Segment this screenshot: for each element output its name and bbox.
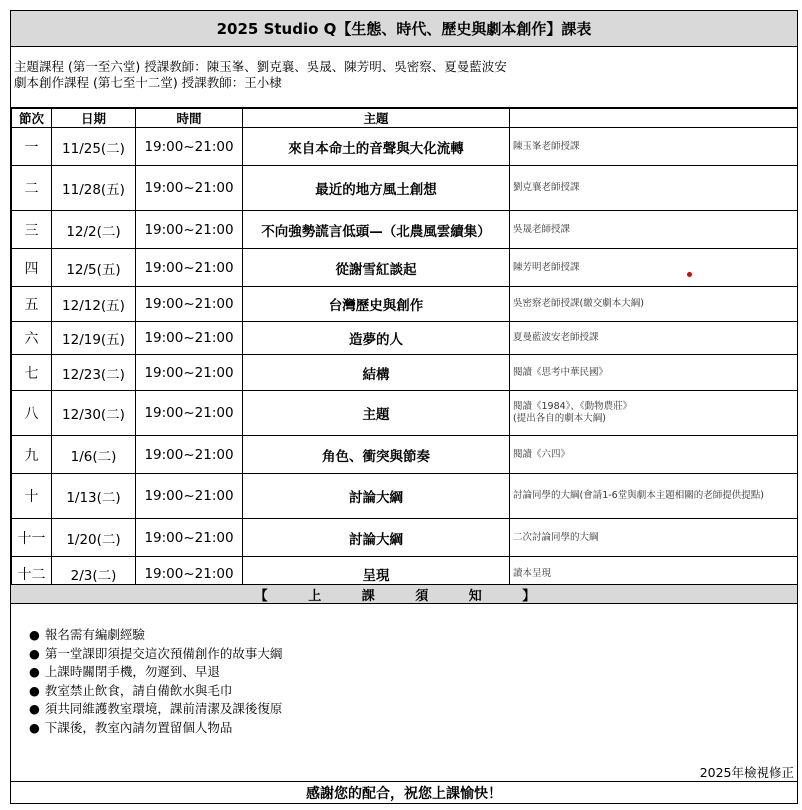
teacher-cell: 陳玉峯老師授課 <box>510 128 798 166</box>
notice-item <box>29 663 282 682</box>
date-cell: 12/30(二) <box>52 391 136 436</box>
header-teacher <box>510 109 798 128</box>
session-no-cell: 十二 <box>12 557 52 591</box>
notice-item <box>29 719 282 738</box>
table-row <box>12 391 798 436</box>
topic-cell: 討論大綱 <box>243 474 510 519</box>
notice-item-text: 第一堂課即須提交這次預備創作的故事大綱 <box>44 645 283 661</box>
date-cell: 12/12(五) <box>52 287 136 322</box>
header-session-no: 節次 <box>12 109 52 128</box>
bullet-icon: ● <box>29 645 40 661</box>
time-cell: 19:00~21:00 <box>136 287 243 322</box>
table-row <box>12 287 798 322</box>
table-row <box>12 355 798 391</box>
session-no-cell: 十一 <box>12 519 52 557</box>
date-cell: 1/13(二) <box>52 474 136 519</box>
header-time: 時間 <box>136 109 243 128</box>
time-cell: 19:00~21:00 <box>136 211 243 249</box>
table-row <box>12 436 798 474</box>
notice-item <box>29 700 282 719</box>
date-cell: 1/6(二) <box>52 436 136 474</box>
date-cell: 12/5(五) <box>52 249 136 287</box>
teacher-cell: 閱讀《1984》、《動物農莊》 (提出各自的劇本大綱) <box>510 391 798 436</box>
topic-cell: 主題 <box>243 391 510 436</box>
bullet-icon: ● <box>29 682 40 698</box>
schedule-table <box>11 108 798 591</box>
schedule-sheet <box>10 10 798 804</box>
session-no-cell: 二 <box>12 166 52 211</box>
bullet-icon: ● <box>29 701 40 716</box>
table-row <box>12 474 798 519</box>
notice-item-text: 下課後，教室內請勿置留個人物品 <box>44 719 233 735</box>
page-title: 2025 Studio Q【生態、時代、歷史與劇本創作】課表 <box>11 11 797 47</box>
course-intro <box>11 46 797 108</box>
topic-cell: 來自本命土的音聲與大化流轉 <box>243 128 510 166</box>
date-cell: 1/20(二) <box>52 519 136 557</box>
topic-cell: 討論大綱 <box>243 519 510 557</box>
table-row <box>12 322 798 355</box>
session-no-cell: 六 <box>12 322 52 355</box>
date-cell: 12/2(二) <box>52 211 136 249</box>
time-cell: 19:00~21:00 <box>136 436 243 474</box>
session-no-cell: 一 <box>12 128 52 166</box>
time-cell: 19:00~21:00 <box>136 557 243 591</box>
time-cell: 19:00~21:00 <box>136 322 243 355</box>
header-topic: 主題 <box>243 109 510 128</box>
table-row <box>12 249 798 287</box>
topic-cell: 最近的地方風土創想 <box>243 166 510 211</box>
table-row <box>12 211 798 249</box>
topic-cell: 呈現 <box>243 557 510 591</box>
bullet-icon: ● <box>29 719 40 735</box>
intro-line-script-courses: 劇本創作課程 (第七至十二堂) 授課教師：王小棣 <box>14 75 282 90</box>
time-cell: 19:00~21:00 <box>136 391 243 436</box>
date-cell: 12/19(五) <box>52 322 136 355</box>
time-cell: 19:00~21:00 <box>136 128 243 166</box>
revision-note: 2025年檢視修正 <box>699 765 794 780</box>
date-cell: 12/23(二) <box>52 355 136 391</box>
session-no-cell: 八 <box>12 391 52 436</box>
red-dot-mark <box>687 272 692 277</box>
session-no-cell: 九 <box>12 436 52 474</box>
teacher-cell: 夏曼藍波安老師授課 <box>510 322 798 355</box>
teacher-cell: 吳密察老師授課(繳交劇本大綱) <box>510 287 798 322</box>
table-row <box>12 128 798 166</box>
teacher-cell: 閱讀《六四》 <box>510 436 798 474</box>
teacher-cell: 二次討論同學的大綱 <box>510 519 798 557</box>
table-row <box>12 519 798 557</box>
notice-item-text: 教室禁止飲食，請自備飲水與毛巾 <box>44 682 233 698</box>
teacher-cell: 吳晟老師授課 <box>510 211 798 249</box>
date-cell: 2/3(二) <box>52 557 136 591</box>
session-no-cell: 五 <box>12 287 52 322</box>
notice-item <box>29 626 282 645</box>
topic-cell: 結構 <box>243 355 510 391</box>
table-header-row <box>12 109 798 128</box>
teacher-cell: 陳芳明老師授課 <box>510 249 798 287</box>
time-cell: 19:00~21:00 <box>136 474 243 519</box>
time-cell: 19:00~21:00 <box>136 249 243 287</box>
topic-cell: 造夢的人 <box>243 322 510 355</box>
teacher-cell: 討論同學的大綱(會請1-6堂與劇本主題相關的老師提供提點) <box>510 474 798 519</box>
teacher-cell: 閱讀《思考中華民國》 <box>510 355 798 391</box>
header-date: 日期 <box>52 109 136 128</box>
intro-line-theme-courses: 主題課程 (第一至六堂) 授課教師：陳玉峯、劉克襄、吳晟、陳芳明、吳密察、夏曼藍波安 <box>14 59 507 74</box>
session-no-cell: 三 <box>12 211 52 249</box>
thanks-footer: 感謝您的配合，祝您上課愉快！ <box>11 781 797 804</box>
table-row <box>12 166 798 211</box>
teacher-cell: 劉克襄老師授課 <box>510 166 798 211</box>
time-cell: 19:00~21:00 <box>136 519 243 557</box>
time-cell: 19:00~21:00 <box>136 355 243 391</box>
notice-heading: 【 上 課 須 知 】 <box>11 584 797 604</box>
date-cell: 11/28(五) <box>52 166 136 211</box>
topic-cell: 角色、衝突與節奏 <box>243 436 510 474</box>
date-cell: 11/25(二) <box>52 128 136 166</box>
bullet-icon: ● <box>29 627 40 642</box>
notice-item <box>29 682 282 701</box>
session-no-cell: 十 <box>12 474 52 519</box>
notice-list <box>29 626 282 737</box>
topic-cell: 台灣歷史與創作 <box>243 287 510 322</box>
bullet-icon: ● <box>29 664 40 679</box>
session-no-cell: 四 <box>12 249 52 287</box>
notice-item-text: 上課時關閉手機，勿遲到、早退 <box>44 664 220 679</box>
notice-item-text: 報名需有編劇經驗 <box>44 627 145 642</box>
session-no-cell: 七 <box>12 355 52 391</box>
notice-item-text: 須共同維護教室環境，課前清潔及課後復原 <box>44 701 283 716</box>
notice-item <box>29 645 282 664</box>
teacher-cell: 讀本呈現 <box>510 557 798 591</box>
time-cell: 19:00~21:00 <box>136 166 243 211</box>
topic-cell: 不向強勢謊言低頭—（北農風雲續集） <box>243 211 510 249</box>
topic-cell: 從謝雪紅談起 <box>243 249 510 287</box>
